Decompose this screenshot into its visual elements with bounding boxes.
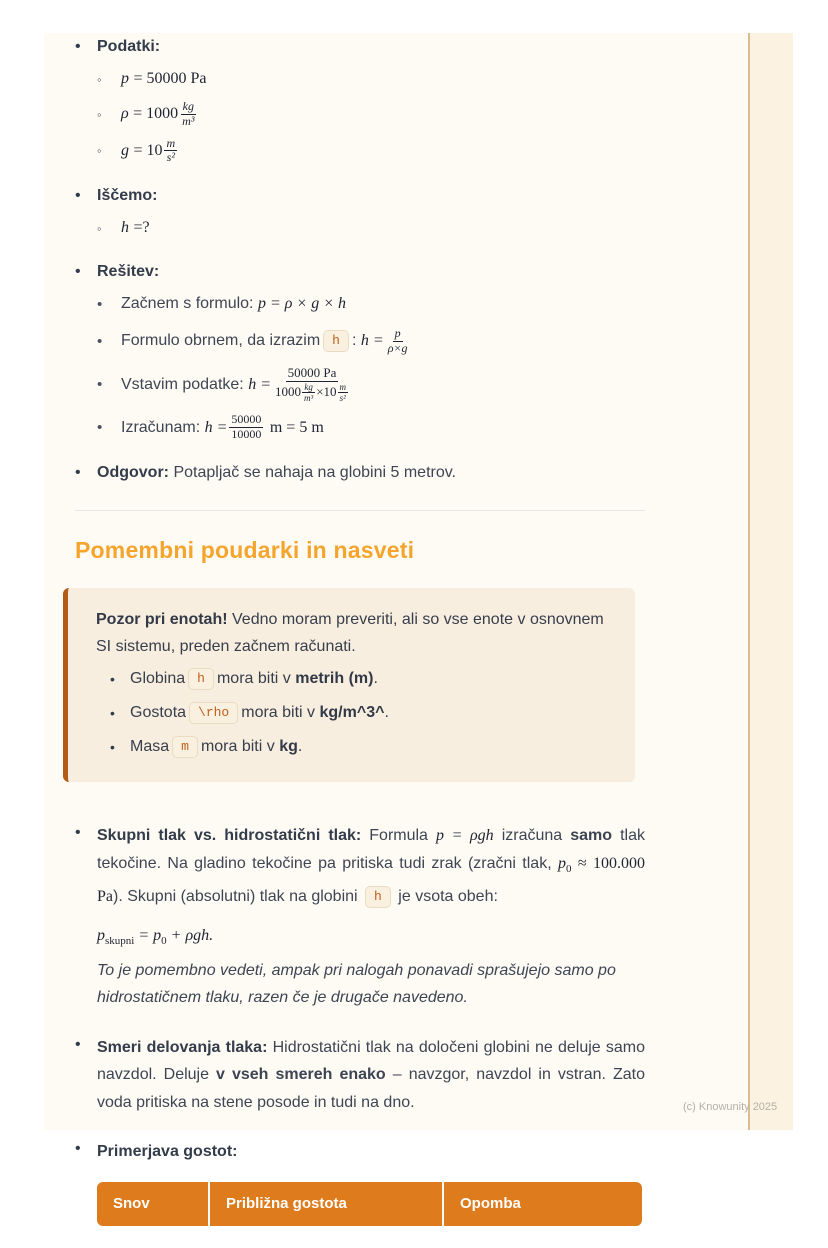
bullet-icon: • — [110, 738, 115, 755]
podatki-sublist — [97, 66, 645, 165]
document-content — [75, 36, 645, 1248]
data-item-p — [97, 66, 645, 92]
circle-bullet-icon: ◦ — [97, 220, 102, 236]
watermark: (c) Knowunity 2025 — [683, 1101, 778, 1113]
step-text: Začnem s formulo: — [121, 295, 254, 313]
callout-lead-bold: Pozor pri enotah! — [96, 611, 228, 628]
code-badge-rho: \rho — [189, 702, 238, 724]
callout-lead-text: Vedno moram preveriti, ali so vse enote v osnovnem SI sistemu, preden začnem računati. — [96, 611, 604, 655]
iscemo-item — [75, 185, 645, 241]
bullet-icon: • — [97, 332, 103, 350]
bullet-icon: • — [75, 187, 81, 205]
resitev-label: Rešitev: — [97, 263, 160, 281]
step-text: Formulo obrnem, da izrazim — [121, 332, 321, 350]
data-item-rho — [97, 100, 645, 129]
section-divider — [75, 510, 645, 511]
math-formula: p = ρ × g × h — [257, 295, 347, 313]
podatki-item — [75, 36, 645, 165]
bullet-icon: • — [75, 464, 81, 481]
odgovor-text: Potapljač se nahaja na globini 5 metrov. — [173, 464, 456, 481]
math-value: = 50000 Pa — [133, 70, 207, 87]
code-badge-h: h — [323, 330, 349, 352]
callout-item-depth: • Globina h mora biti v metrih (m) . — [110, 666, 607, 691]
code-badge-h: h — [188, 668, 214, 690]
page-edge-strip — [748, 33, 793, 1130]
note-density-comparison: • Primerjava gostot: Snov Približna gostota Opomba — [75, 1138, 645, 1226]
table-header-row — [97, 1182, 642, 1226]
table-header-opomba: Opomba — [444, 1182, 642, 1226]
total-pressure-formula: $p_{skupni} = p_0 + \rho gh$. — [97, 926, 214, 947]
math-var: g — [121, 141, 129, 159]
step-text: Izračunam: — [121, 418, 201, 436]
bullet-icon: • — [75, 38, 81, 55]
math-value: = 10 — [133, 141, 163, 159]
bullet-icon: • — [75, 1035, 81, 1053]
fraction: $\frac{kg}{\text{m³}}$ — [182, 99, 195, 128]
bullet-icon: • — [75, 263, 81, 281]
odgovor-item — [75, 462, 645, 484]
table-header-snov: Snov — [97, 1182, 210, 1226]
table-header-gostota: Približna gostota — [210, 1182, 444, 1226]
math-var: h — [121, 219, 129, 237]
section-heading: Pomembni poudarki in nasveti — [75, 537, 415, 563]
podatki-label: Podatki: — [97, 38, 161, 55]
circle-bullet-icon: ◦ — [97, 106, 102, 122]
fraction: $\frac{kg}{\text{m³}}$ — [303, 381, 314, 404]
bullet-icon: • — [97, 376, 103, 394]
notes-list — [75, 822, 645, 1226]
math-value: 100.000 Pa — [97, 854, 646, 906]
math-formula: h = — [360, 332, 384, 350]
fraction: $\frac{50000}{10000}$ — [231, 412, 262, 442]
code-badge-h: h — [365, 886, 391, 908]
step-substitute — [97, 366, 645, 404]
math-var: p — [121, 70, 129, 87]
bullet-icon: • — [110, 670, 115, 687]
step-rearrange — [97, 327, 645, 356]
step-text: : — [351, 332, 357, 350]
bullet-icon: • — [75, 1140, 81, 1158]
data-item-g — [97, 137, 645, 166]
fraction: $\frac{m}{\text{s²}}$ — [166, 135, 176, 165]
solution-steps — [97, 291, 645, 442]
note-pressure-direction — [75, 1034, 645, 1117]
callout-item-mass: • Masa m mora biti v kg . — [110, 734, 607, 759]
bullet-icon: • — [75, 824, 81, 841]
note-paragraph: Smeri delovanja tlaka: Hidrostatični tlak na določeni globini ne deluje samo navzdol. Deluje v vseh smereh enako – navzgor, navzdol in vstran. Zato voda pritiska na stene posode in tudi na dno. — [97, 1038, 645, 1111]
math-formula: h = — [204, 418, 228, 436]
bullet-icon: • — [110, 704, 115, 721]
circle-bullet-icon: ◦ — [97, 71, 102, 87]
bullet-icon: • — [97, 295, 103, 313]
resitev-item — [75, 261, 645, 442]
iscemo-label: Iščemo: — [97, 187, 158, 205]
math-formula: p = ρgh — [436, 827, 494, 844]
units-callout — [63, 588, 635, 782]
bullet-icon: • — [97, 419, 103, 437]
circle-bullet-icon: ◦ — [97, 143, 102, 159]
solution-list — [75, 36, 645, 484]
fraction: $\frac{p}{\rho\times g}$ — [387, 326, 408, 355]
odgovor-label: Odgovor: — [97, 464, 169, 481]
callout-list — [110, 666, 607, 759]
step-formula — [97, 291, 645, 317]
note-total-pressure — [75, 822, 645, 1012]
math-formula: h = — [248, 375, 271, 393]
code-badge-m: m — [172, 736, 198, 758]
fraction: $\frac{m}{\text{s²}}$ — [339, 381, 347, 404]
density-table — [97, 1182, 642, 1226]
callout-item-density: • Gostota \rho mora biti v kg/m^3^ . — [110, 700, 607, 725]
math-var: ρ — [121, 105, 129, 123]
math-value: m = 5 m — [269, 418, 324, 436]
unknown-item-h — [97, 215, 645, 241]
step-text: Vstavim podatke: — [121, 375, 244, 393]
callout-lead — [96, 606, 607, 660]
italic-note: To je pomembno vedeti, ampak pri nalogah ponavadi sprašujejo samo po hidrostatičnem tlaku, razen če je drugače navedeno. — [97, 961, 616, 1007]
math-value: =? — [133, 219, 150, 237]
math-value: = 1000 — [133, 105, 179, 123]
fraction: 50000 Pa 1000 $\frac{kg}{\text{m³}}$ ×10 $\frac{m}{\text{s²}}$ — [274, 364, 347, 404]
math-var: p — [558, 854, 567, 872]
step-compute — [97, 413, 645, 442]
note-paragraph: Skupni tlak vs. hidrostatični tlak: Formula p = ρgh izračuna samo tlak tekočine. Na gladino tekočine pa pritiska tudi zrak (zračni tlak, $p_0 \approx 100.000$ Pa). Skupni (absolutni) tlak na globini h je vsota obeh: — [97, 822, 645, 911]
